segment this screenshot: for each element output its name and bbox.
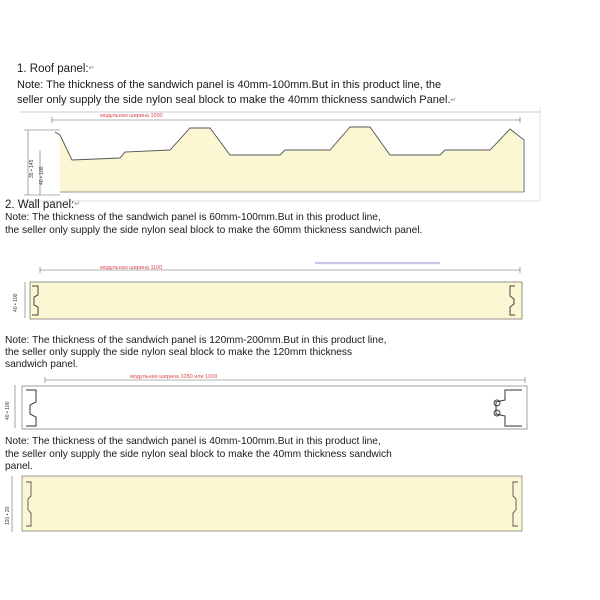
wall-panel2-width-label: модульная ширина 1050 или 1000 [130, 374, 218, 380]
wall-note2-line-2: the seller only supply the side nylon seal block to make the 120mm thickness [5, 347, 353, 358]
roof-dim-label-2: 40 • 100 [39, 166, 45, 185]
roof-heading: 1. Roof panel: ↵ [17, 63, 95, 75]
roof-width-label: модульная ширина 1000 [100, 113, 163, 119]
wall-note2-line-1: Note: The thickness of the sandwich panel is 120mm-200mm.But in this product line, [5, 335, 387, 346]
roof-note-line-2: seller only supply the side nylon seal block to make the 40mm thickness sandwich Panel. ↵ [17, 94, 457, 106]
wall-note3-line-2: the seller only supply the side nylon seal block to make the 40mm thickness sandwich [5, 449, 392, 460]
roof-note-line-1: Note: The thickness of the sandwich panel is 40mm-100mm.But in this product line, the [17, 79, 442, 91]
wall-heading: 2. Wall panel: ↵ [5, 199, 81, 211]
wall-note3-line-1: Note: The thickness of the sandwich panel is 40mm-100mm.But in this product line, [5, 436, 381, 447]
wall-note2-line-3: sandwich panel. [5, 359, 79, 370]
wall-note1-line-2: the seller only supply the side nylon seal block to make the 60mm thickness sandwich panel. [5, 225, 423, 236]
roof-dim-label-1: 35 • 145 [29, 159, 35, 178]
wall-note3-line-3: panel. [5, 461, 33, 472]
wall-panel1-width-label: модульная ширина 1100 [100, 265, 163, 271]
wall-note1-line-1: Note: The thickness of the sandwich panel is 60mm-100mm.But in this product line, [5, 212, 381, 223]
wall-panel2-dim: 40 • 100 [5, 401, 11, 420]
wall-panel3-dim: 120 • 20 [5, 506, 11, 525]
wall-panel1-dim: 40 • 100 [13, 293, 19, 312]
